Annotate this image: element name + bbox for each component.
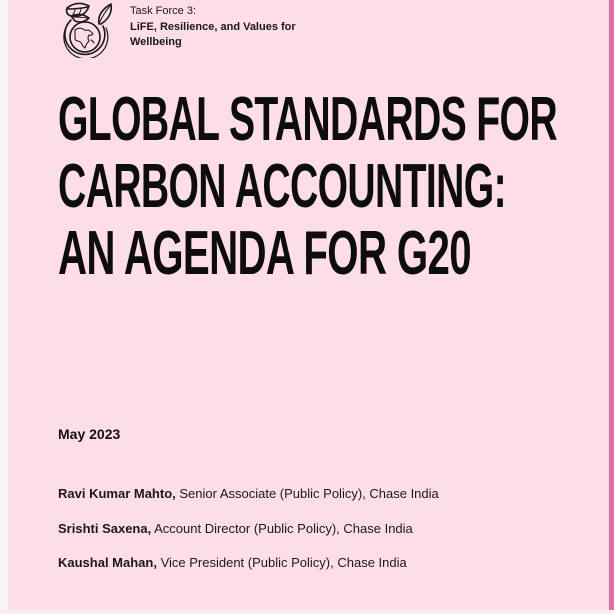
title-line-1: GLOBAL STANDARDS FOR (58, 85, 557, 154)
author-entry (58, 486, 439, 521)
author-list (58, 486, 439, 590)
task-force-header (130, 4, 296, 51)
task-force-name-line1: LiFE, Resilience, and Values for (130, 20, 296, 33)
title-line-3: AN AGENDA FOR G20 (58, 219, 471, 288)
task-force-name-line2: Wellbeing (130, 36, 182, 48)
author-entry (58, 521, 439, 556)
author-name: Srishti Saxena, (58, 520, 152, 536)
author-name: Kaushal Mahan, (58, 555, 157, 570)
publication-date: May 2023 (58, 426, 121, 442)
document-title (58, 86, 614, 287)
task-force-label: Task Force 3: (130, 5, 197, 17)
author-role: Senior Associate (Public Policy), Chase India (175, 486, 439, 501)
author-role: Vice President (Public Policy), Chase India (156, 555, 407, 570)
title-line-2: CARBON ACCOUNTING: (58, 152, 506, 221)
globe-with-leaves-icon (57, 0, 113, 58)
author-name: Ravi Kumar Mahto, (58, 486, 176, 501)
author-entry (58, 555, 439, 590)
author-role: Account Director (Public Policy), Chase India (151, 520, 413, 536)
page-bottom-edge (0, 610, 614, 614)
